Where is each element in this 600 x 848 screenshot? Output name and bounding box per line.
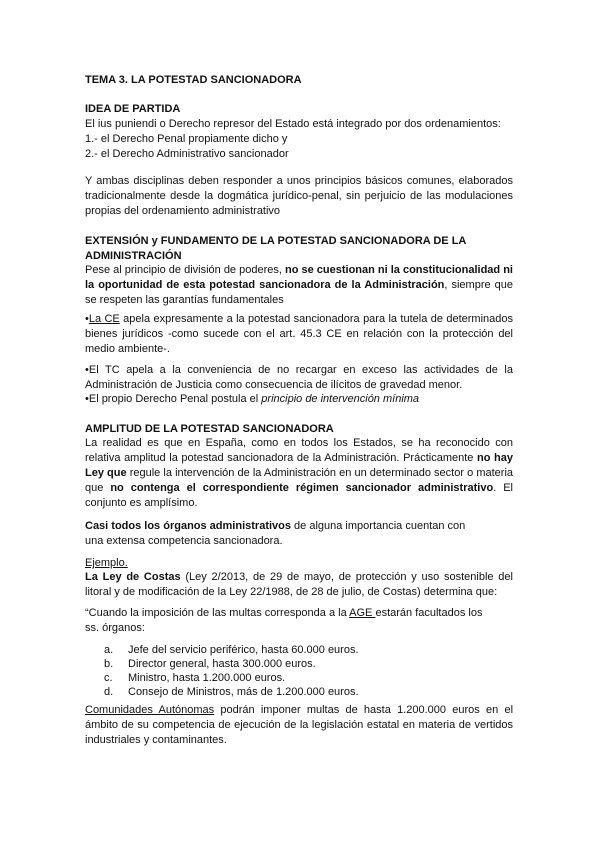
paragraph-separation-powers: Pese al principio de división de poderes, no se cuestionan ni la constitucionalidad ni la oportunidad de esta potestad sancionadora de la Administración, siempre que se respeten las garantías fundamentales	[85, 264, 513, 306]
paragraph-amplitud: La realidad es que en España, como en todos los Estados, se ha reconocido con relativa amplitud la potestad sancionadora de la Administración. Prácticamente no hay Ley que regule la intervención de la Administración en un determinado sector o materia que no contenga el correspondiente régimen sancionador administrativo. El conjunto es amplísimo.	[85, 437, 514, 509]
bullet-tc: •El TC apela a la conveniencia de no recargar en exceso las actividades de la Administración de Justicia como consecuencia de ilícitos de gravedad menor.	[85, 364, 513, 391]
list-item-text: Consejo de Ministros, más de 1.200.000 euros.	[128, 686, 359, 698]
bullet-penal: •El propio Derecho Penal postula el principio de intervención mínima	[85, 393, 420, 405]
list-item: 1.- el Derecho Penal propiamente dicho y	[85, 133, 288, 145]
paragraph-principles: Y ambas disciplinas deben responder a unos principios básicos comunes, elaborados tradicionalmente desde la dogmática jurídico-penal, sin perjuicio de las modulaciones propias del ordenamiento administrativo	[85, 175, 513, 217]
paragraph-line: El ius puniendi o Derecho represor del Estado está integrado por dos ordenamientos:	[85, 118, 501, 130]
list-item: 2.- el Derecho Administrativo sancionador	[85, 148, 289, 160]
bullet-ce: •La CE apela expresamente a la potestad sancionadora para la tutela de determinados bienes jurídicos -como sucede con el art. 45.3 CE en relación con la protección del medio ambiente-.	[85, 313, 514, 355]
list-marker: d.	[104, 686, 114, 698]
ce-link[interactable]: La CE	[88, 313, 120, 325]
list-marker: c.	[104, 672, 113, 684]
list-item-text: Ministro, hasta 1.200.000 euros.	[128, 672, 286, 684]
list-marker: b.	[104, 658, 114, 670]
section-idea-lines	[85, 117, 525, 162]
list-marker: a.	[104, 644, 114, 656]
quote-paragraph: “Cuando la imposición de las multas corresponda a la AGE estarán facultados los ss. órganos:	[85, 607, 483, 634]
page-title: TEMA 3. LA POTESTAD SANCIONADORA	[85, 74, 302, 86]
section-heading-idea: IDEA DE PARTIDA	[85, 103, 181, 115]
ccaa-link[interactable]: Comunidades Autónomas	[85, 704, 215, 716]
section-heading-extension: EXTENSIÓN y FUNDAMENTO DE LA POTESTAD SANCIONADORA DE LA ADMINISTRACIÓN	[85, 235, 467, 262]
organos-list	[104, 643, 524, 699]
list-item	[104, 685, 524, 699]
paragraph-ley-costas: La Ley de Costas (Ley 2/2013, de 29 de mayo, de protección y uso sostenible del litoral y de modificación de la Ley 22/1988, de 28 de julio, de Costas) determina que:	[85, 571, 513, 598]
list-item-text: Director general, hasta 300.000 euros.	[128, 658, 316, 670]
list-item	[104, 657, 524, 671]
paragraph-ccaa: Comunidades Autónomas podrán imponer multas de hasta 1.200.000 euros en el ámbito de su competencia de ejecución de la legislación estatal en materia de vertidos industriales y contaminantes.	[85, 704, 514, 746]
age-link[interactable]: AGE	[349, 607, 376, 619]
list-item	[104, 671, 524, 685]
paragraph-organos: Casi todos los órganos administrativos de alguna importancia cuentan con una extensa competencia sancionadora.	[85, 520, 466, 547]
list-item-text: Jefe del servicio periférico, hasta 60.000 euros.	[128, 644, 359, 656]
list-item	[104, 643, 524, 657]
example-label: Ejemplo.	[85, 557, 128, 569]
section-heading-amplitud: AMPLITUD DE LA POTESTAD SANCIONADORA	[85, 423, 334, 435]
